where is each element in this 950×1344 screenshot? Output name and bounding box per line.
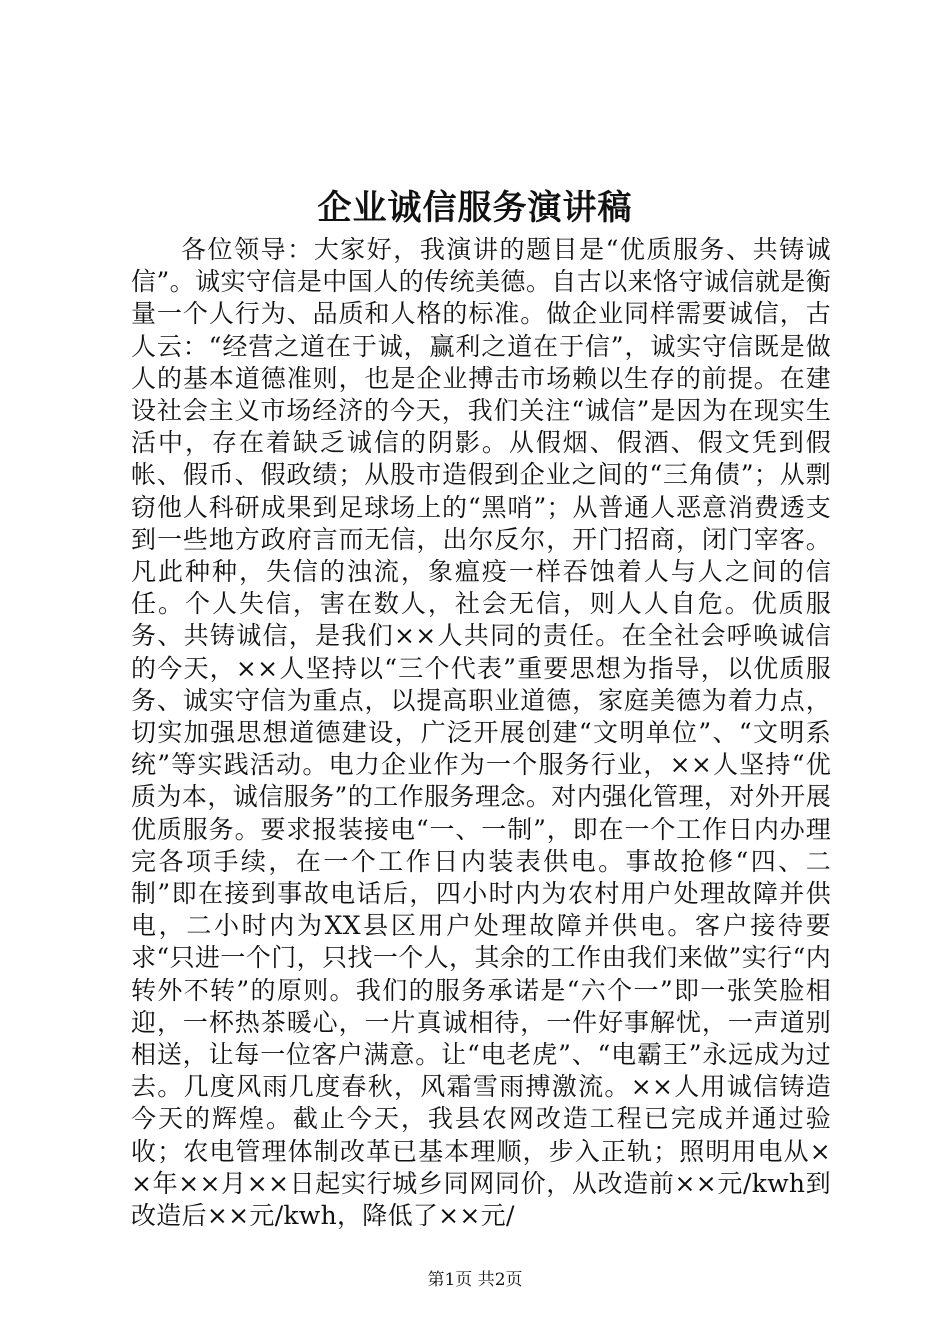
page-title: 企业诚信服务演讲稿	[317, 188, 633, 228]
speech-body-paragraph: 各位领导：大家好，我演讲的题目是“优质服务、共铸诚信”。诚实守信是中国人的传统美德。自古以来恪守诚信就是衡量一个人行为、品质和人格的标准。做企业同样需要诚信，古人云：“经营之道在于诚，赢利之道在于信”，诚实守信既是做人的基本道德准则，也是企业搏击市场赖以生存的前提。在建设社会主义市场经济的今天，我们关注“诚信”是因为在现实生活中，存在着缺乏诚信的阴影。从假烟、假酒、假文凭到假帐、假币、假政绩；从股市造假到企业之间的“三角债”；从剽窃他人科研成果到足球场上的“黑哨”；从普通人恶意消费透支到一些地方政府言而无信，出尔反尔，开门招商，闭门宰客。凡此种种，失信的浊流，象瘟疫一样吞蚀着人与人之间的信任。个人失信，害在数人，社会无信，则人人自危。优质服务、共铸诚信，是我们××人共同的责任。在全社会呼唤诚信的今天，××人坚持以“三个代表”重要思想为指导，以优质服务、诚实守信为重点，以提高职业道德，家庭美德为着力点，切实加强思想道德建设，广泛开展创建“文明单位”、“文明系统”等实践活动。电力企业作为一个服务行业，××人坚持“优质为本，诚信服务”的工作服务理念。对内强化管理，对外开展优质服务。要求报装接电“一、一制”，即在一个工作日内办理完各项手续，在一个工作日内装表供电。事故抢修“四、二制”即在接到事故电话后，四小时内为农村用户处理故障并供电，二小时内为XX县区用户处理故障并供电。客户接待要求“只进一个门，只找一个人，其余的工作由我们来做”实行“内转外不转”的原则。我们的服务承诺是“六个一”即一张笑脸相迎，一杯热茶暖心，一片真诚相待，一件好事解忧，一声道别相送，让每一位客户满意。让“电老虎”、“电霸王”永远成为过去。几度风雨几度春秋，风霜雪雨搏激流。××人用诚信铸造今天的辉煌。截止今天，我县农网改造工程已完成并通过验收；农电管理体制改革已基本理顺，步入正轨；照明用电从××年××月××日起实行城乡同网同价，从改造前××元/kwh到改造后××元/kwh，降低了××元/	[131, 235, 831, 1231]
page-number-footer: 第1页 共2页	[427, 1270, 523, 1290]
